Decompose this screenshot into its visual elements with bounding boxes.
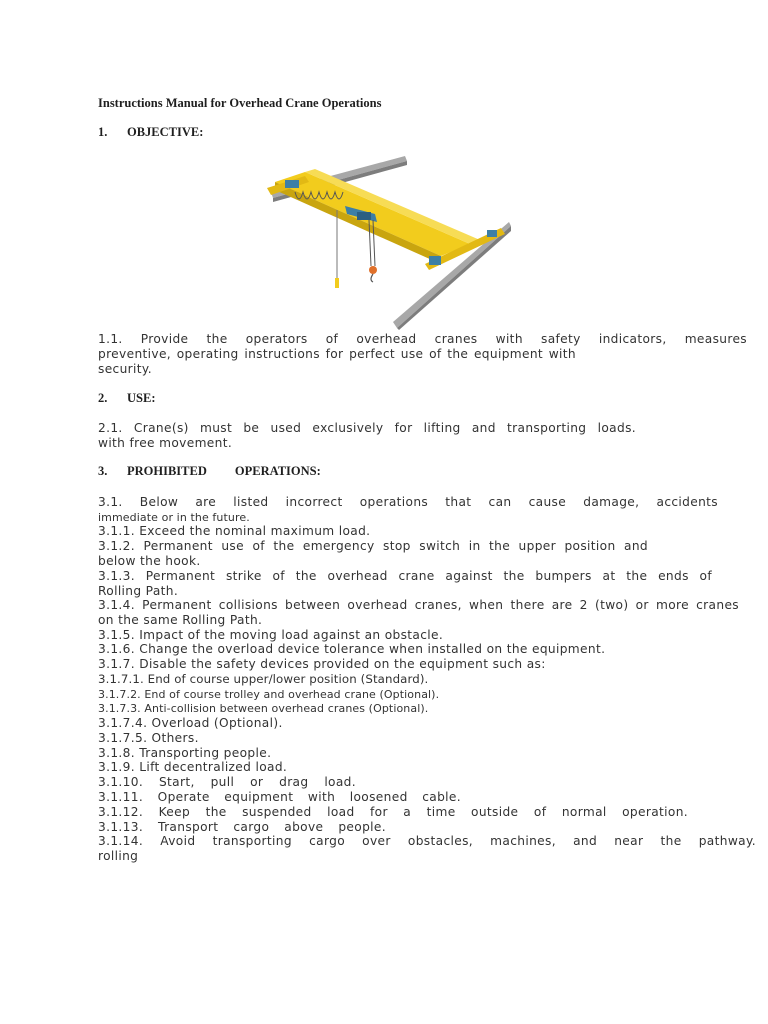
item-3-1-6: 3.1.6. Change the overload device tolerance when installed on the equipment. (98, 642, 606, 656)
item-3-1-2-line-1: 3.1.2. Permanent use of the emergency stop switch in the upper position and (98, 539, 648, 553)
item-3-1-10: 3.1.10. Start, pull or drag load. (98, 775, 356, 789)
section-label-part-2: OPERATIONS: (234, 464, 321, 478)
section-number: 2. (98, 391, 108, 405)
item-3-1-9: 3.1.9. Lift decentralized load. (98, 760, 288, 774)
item-3-1-5: 3.1.5. Impact of the moving load against an obstacle. (98, 628, 444, 642)
item-3-1-7-2: 3.1.7.2. End of course trolley and overhead crane (Optional). (98, 688, 440, 701)
section-number: 3. (98, 464, 108, 478)
item-3-1-7: 3.1.7. Disable the safety devices provided on the equipment such as: (98, 657, 546, 671)
paragraph-1-1-line-1: 1.1. Provide the operators of overhead cranes with safety indicators, measures (98, 332, 747, 346)
section-use-heading (98, 391, 155, 406)
paragraph-2-1-line-2: with free movement. (98, 436, 233, 450)
paragraph-1-1-line-3: security. (98, 362, 152, 376)
section-label: USE: (127, 391, 156, 405)
item-3-1-7-5: 3.1.7.5. Others. (98, 731, 199, 745)
item-3-1-7-4: 3.1.7.4. Overload (Optional). (98, 716, 283, 730)
item-3-1-7-3: 3.1.7.3. Anti-collision between overhead cranes (Optional). (98, 702, 429, 715)
section-prohibited-heading (98, 464, 321, 479)
pendant-control (335, 278, 339, 288)
item-3-1-4-line-1: 3.1.4. Permanent collisions between overhead cranes, when there are 2 (two) or more cranes (98, 598, 739, 612)
item-3-1-14-line-2: rolling (98, 849, 139, 863)
paragraph-3-1-line-1: 3.1. Below are listed incorrect operations that can cause damage, accidents (98, 495, 718, 509)
item-3-1-14-line-1: 3.1.14. Avoid transporting cargo over obstacles, machines, and near the pathway. (98, 834, 756, 848)
item-3-1-3-line-2: Rolling Path. (98, 584, 179, 598)
paragraph-2-1-line-1: 2.1. Crane(s) must be used exclusively for lifting and transporting loads. (98, 421, 636, 435)
item-3-1-2-line-2: below the hook. (98, 554, 201, 568)
item-3-1-13: 3.1.13. Transport cargo above people. (98, 820, 386, 834)
item-3-1-3-line-1: 3.1.3. Permanent strike of the overhead crane against the bumpers at the ends of (98, 569, 712, 583)
item-3-1-8: 3.1.8. Transporting people. (98, 746, 272, 760)
paragraph-1-1-line-2: preventive, operating instructions for perfect use of the equipment with (98, 347, 576, 361)
item-3-1-1: 3.1.1. Exceed the nominal maximum load. (98, 524, 371, 538)
item-3-1-7-1: 3.1.7.1. End of course upper/lower position (Standard). (98, 672, 429, 686)
item-3-1-4-line-2: on the same Rolling Path. (98, 613, 263, 627)
drive-motor-icon (285, 180, 299, 188)
drive-motor-icon (429, 256, 441, 265)
section-number: 1. (98, 125, 108, 139)
item-3-1-12: 3.1.12. Keep the suspended load for a time outside of normal operation. (98, 805, 688, 819)
document-title: Instructions Manual for Overhead Crane Operations (98, 96, 382, 110)
section-objective-heading (98, 125, 203, 140)
hook-icon (371, 274, 373, 282)
overhead-crane-illustration (265, 152, 511, 332)
section-label: OBJECTIVE: (127, 125, 204, 139)
item-3-1-11: 3.1.11. Operate equipment with loosened cable. (98, 790, 461, 804)
paragraph-3-1-line-2: immediate or in the future. (98, 511, 250, 524)
section-label-part-1: PROHIBITED (127, 464, 207, 478)
hook-block-icon (369, 266, 377, 274)
